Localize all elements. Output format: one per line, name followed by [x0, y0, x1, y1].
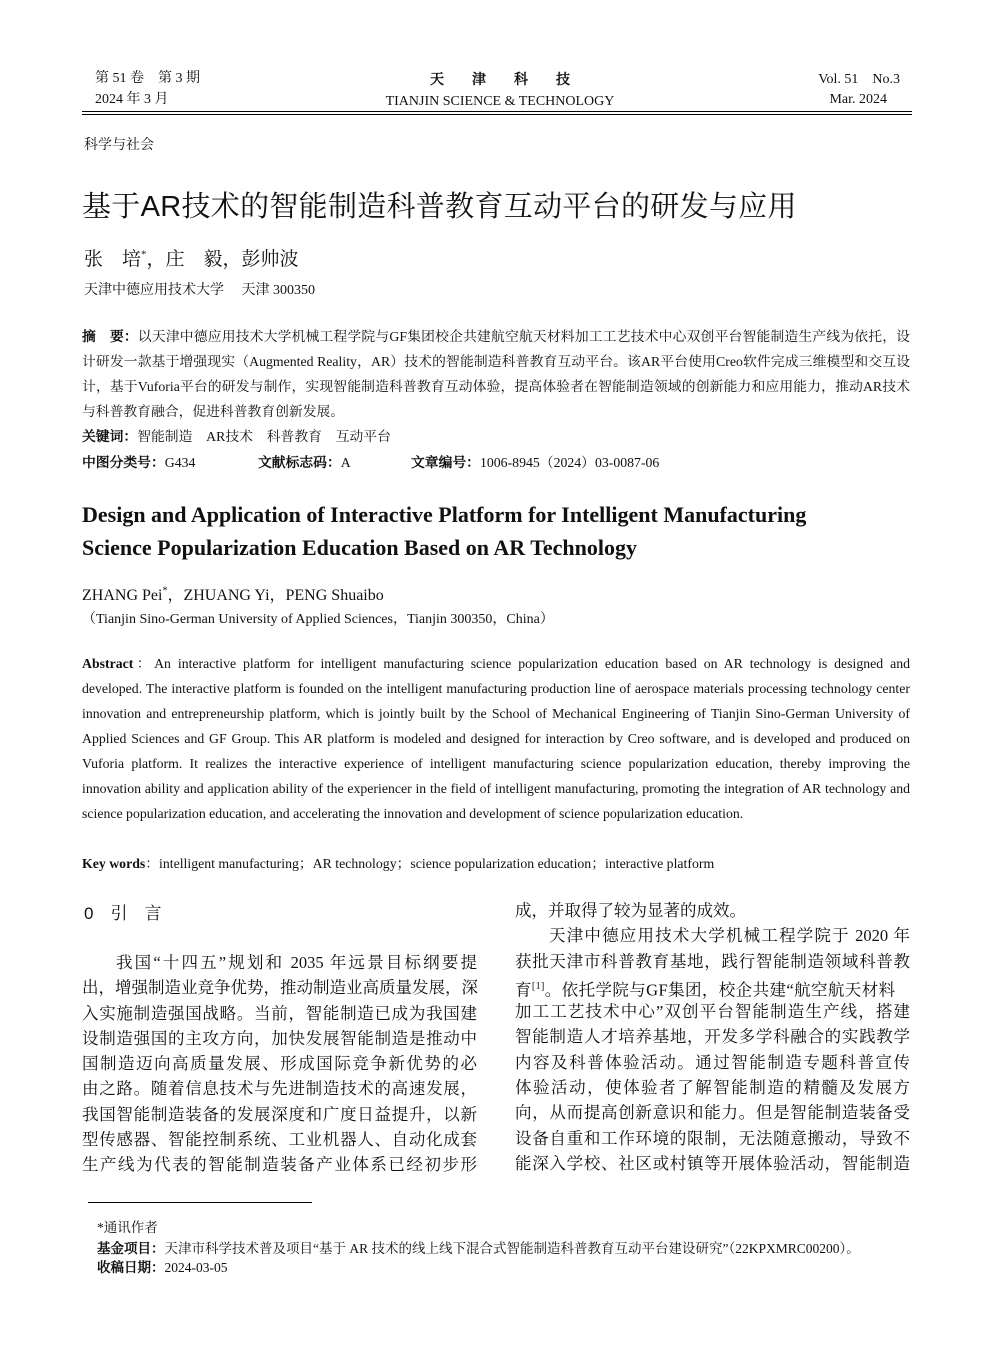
footnote-rule: [88, 1202, 312, 1203]
text-line: 加工工艺技术中心”双创平台智能制造生产线，搭建: [515, 1002, 910, 1022]
title-en-line: Science Popularization Education Based on AR Technology: [82, 535, 637, 560]
text-line: 设备自重和工作环境的限制，无法随意搬动，导致不: [515, 1128, 910, 1148]
received-label: 收稿日期：: [97, 1260, 165, 1275]
text-line: 成，并取得了较为显著的成效。: [515, 901, 746, 920]
abstract-en-label: Abstract: [82, 656, 134, 671]
section-heading: 0 引 言: [84, 904, 162, 923]
volume-issue-cn: 第 51 卷 第 3 期: [95, 71, 200, 86]
text-line: 设制造强国的主攻方向，加快发展智能制造是推动中: [82, 1028, 477, 1048]
article-value: 1006-8945（2024）03-0087-06: [479, 455, 660, 470]
authors-cn: [84, 244, 299, 271]
authors-en: [82, 582, 384, 605]
title-en: [82, 498, 806, 564]
affiliation-en: （Tianjin Sino-German University of Applied Sciences，Tianjin 300350，China）: [82, 612, 554, 627]
affiliation-cn: 天津中德应用技术大学 天津 300350: [84, 283, 315, 298]
corresponding-note: *通讯作者: [97, 1220, 158, 1235]
keywords-en: [82, 852, 714, 872]
doc-code: [258, 451, 351, 471]
title-cn: 基于AR技术的智能制造科普教育互动平台的研发与应用: [82, 191, 797, 223]
date-en: Mar. 2024: [829, 92, 887, 107]
text-line: 智能制造人才培养基地，开发多学科融合的实践教学: [515, 1027, 910, 1047]
received-value: 2024-03-05: [164, 1260, 228, 1275]
author: ZHANG Pei: [82, 587, 163, 604]
text-line: 型传感器、智能控制系统、工业机器人、自动化成套: [82, 1130, 477, 1150]
text-line: 由之路。随着信息技术与先进制造技术的高速发展，: [82, 1079, 477, 1099]
clc-label: 中图分类号：: [82, 455, 165, 470]
abstract-label: 摘 要：: [82, 329, 138, 344]
text-fragment: 。依托学院与GF集团，校企共建“航空航天材料: [544, 980, 896, 1000]
text-line: 入实施制造强国战略。当前，智能制造已成为我国建: [82, 1003, 477, 1023]
clc-value: G434: [164, 455, 196, 470]
author: ，ZHUANG Yi，PENG Shuaibo: [167, 587, 384, 604]
text-line: 我国智能制造装备的发展深度和广度日益提升，以新: [82, 1104, 477, 1124]
text-line: 获批天津市科普教育基地，践行智能制造领域科普教: [515, 951, 910, 971]
text-line: 内容及科普体验活动。通过智能制造专题科普宣传: [515, 1052, 910, 1072]
keywords-cn: [82, 425, 391, 445]
fund-text: 天津市科学技术普及项目“基于 AR 技术的线上线下混合式智能制造科普教育互动平台建设研究”（22KPXMRC00200）。: [164, 1241, 860, 1256]
section-label: 科学与社会: [84, 136, 154, 152]
doc-value: A: [340, 455, 351, 470]
corresponding-mark: *: [162, 585, 168, 597]
text-line: 生产线为代表的智能制造装备产业体系已经初步形: [82, 1155, 477, 1175]
text-line: 能深入学校、社区或村镇等开展体验活动，智能制造: [515, 1153, 910, 1173]
keywords-en-text: ：intelligent manufacturing；AR technology；science popularization education；interactive platform: [145, 856, 715, 871]
date-cn: 2024 年 3 月: [95, 92, 169, 107]
journal-name-en: TIANJIN SCIENCE & TECHNOLOGY: [385, 94, 615, 109]
citation-link[interactable]: [1]: [531, 980, 545, 992]
fund-note: [97, 1237, 860, 1257]
abstract-en: [82, 651, 910, 826]
classification-row: [82, 451, 195, 471]
volume-issue-en: Vol. 51 No.3: [818, 72, 900, 87]
text-fragment: 育: [515, 980, 532, 1000]
article-label: 文章编号：: [411, 455, 480, 470]
doc-label: 文献标志码：: [258, 455, 341, 470]
header-rule: [82, 114, 912, 115]
text-line: 国制造迈向高质量发展、形成国际竞争新优势的必: [82, 1054, 477, 1074]
author: ，庄 毅，彭帅波: [146, 249, 299, 270]
journal-name-cn: 天 津 科 技: [430, 73, 570, 88]
text-line: [515, 974, 910, 999]
keywords-en-label: Key words: [82, 856, 146, 871]
fund-label: 基金项目：: [97, 1241, 165, 1256]
abstract-en-text: ：An interactive platform for intelligent manufacturing science popularization education based on AR technology is designed and developed. The interactive platform is founded on the intelligent manufacturing production line of aerospace materials processing technology center innovation and entrepreneurship platform, which is jointly built by the School of Mechanical Engineering of Tianjin Sino-German University of Applied Sciences and GF Group. This AR platform is modeled and designed for interaction by Creo software, and is developed and produced on Vuforia platform. It realizes the interactive experience of intelligent manufacturing science popularization education, thereby improving the innovation ability and application ability of the experiencer in the field of intelligent manufacturing, promoting the integration of AR technology and science popularization education, and accelerating the innovation and development of science popularization education.: [82, 656, 910, 821]
abstract-cn: [82, 324, 910, 424]
text-line: 体验活动，使体验者了解智能制造的精髓及发展方: [515, 1078, 910, 1098]
keywords-text: 智能制造 AR技术 科普教育 互动平台: [137, 429, 391, 444]
title-en-line: Design and Application of Interactive Platform for Intelligent Manufacturing: [82, 502, 807, 527]
text-line: 我国“十四五”规划和 2035 年远景目标纲要提: [116, 953, 477, 972]
text-line: 向，从而提高创新意识和能力。但是智能制造装备受: [515, 1103, 910, 1123]
author: 张 培: [84, 249, 142, 270]
keywords-label: 关键词：: [82, 429, 138, 444]
right-column: [515, 898, 910, 1176]
text-line: 出，增强制造业竞争优势，推动制造业高质量发展，深: [82, 978, 478, 998]
received-date: [97, 1256, 228, 1276]
header-rule: [82, 111, 912, 112]
left-column: [82, 950, 477, 1178]
article-number: [411, 451, 659, 471]
corresponding-mark: *: [141, 248, 147, 261]
abstract-text: 以天津中德应用技术大学机械工程学院与GF集团校企共建航空航天材料加工工艺技术中心双创平台智能制造生产线为依托，设计研发一款基于增强现实（Augmented Reality，AR）技术的智能制造科普教育互动平台。该AR平台使用Creo软件完成三维模型和交互设计，基于Vuforia平台的研发与制作，实现智能制造科普教育互动体验，提高体验者在智能制造领域的创新能力和应用能力，推动AR技术与科普教育融合，促进科普教育创新发展。: [82, 329, 910, 419]
text-line: 天津中德应用技术大学机械工程学院于 2020 年: [549, 926, 910, 946]
